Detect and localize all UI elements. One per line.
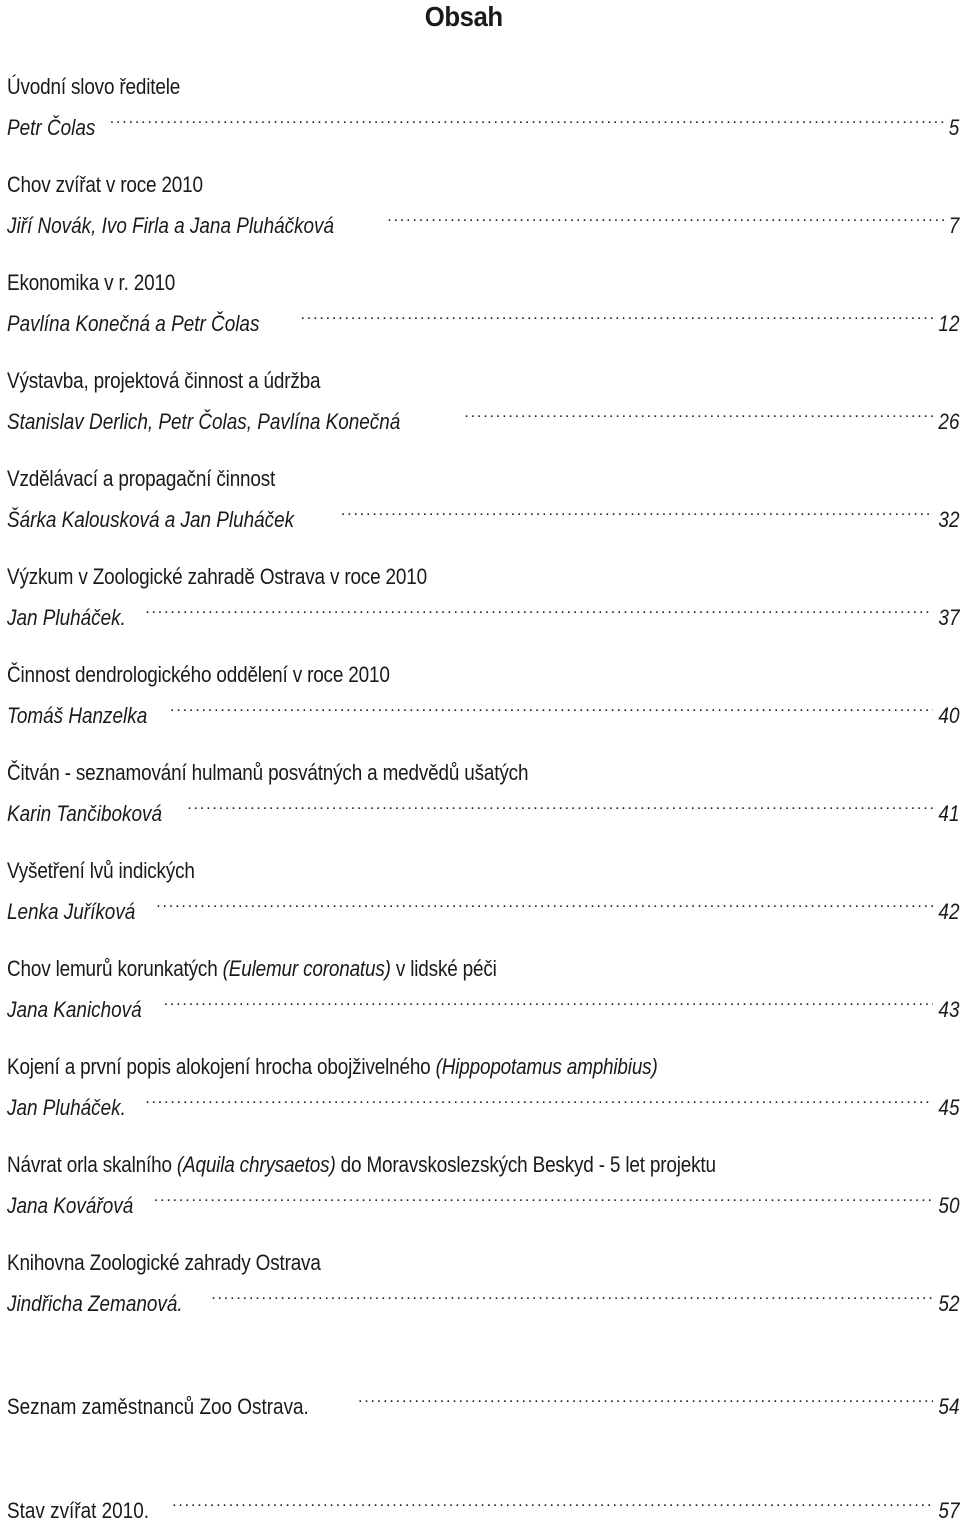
entry-title: Výstavba, projektová činnost a údržba bbox=[7, 368, 321, 393]
entry-title-part: do Moravskoslezských Beskyd - 5 let projektu bbox=[335, 1152, 716, 1177]
page-number: 7 bbox=[948, 213, 959, 238]
page-number: 26 bbox=[937, 409, 959, 434]
dot-leader bbox=[387, 201, 944, 233]
page-number: 45 bbox=[937, 1095, 959, 1120]
toc-entry[interactable] bbox=[7, 463, 959, 532]
page-number: 37 bbox=[937, 605, 959, 630]
entry-title: Činnost dendrologického oddělení v roce 2010 bbox=[7, 662, 390, 687]
toc-entry[interactable] bbox=[7, 267, 959, 336]
dot-leader bbox=[145, 1083, 932, 1115]
dot-leader bbox=[358, 1382, 933, 1414]
entry-title-part: v lidské péči bbox=[390, 956, 497, 981]
entry-author: Jiří Novák, Ivo Firla a Jana Pluháčková bbox=[7, 213, 335, 238]
toc-entry[interactable] bbox=[7, 1486, 959, 1523]
species-latin-name: (Aquila chrysaetos) bbox=[176, 1152, 336, 1177]
entry-author: Jana Kanichová bbox=[7, 997, 142, 1022]
entry-title bbox=[7, 1051, 826, 1083]
entry-author: Lenka Juříková bbox=[7, 899, 136, 924]
entry-title bbox=[7, 1149, 826, 1181]
toc-entry[interactable] bbox=[7, 953, 959, 1022]
dot-leader bbox=[187, 789, 932, 821]
page-number: 5 bbox=[948, 115, 959, 140]
toc-entry[interactable] bbox=[7, 169, 959, 238]
page-number: 52 bbox=[937, 1291, 959, 1316]
dot-leader bbox=[156, 887, 932, 919]
entry-title-part: Kojení a první popis alokojení hrocha obojživelného bbox=[7, 1054, 436, 1079]
page-number: 57 bbox=[937, 1498, 959, 1523]
toc-entry[interactable] bbox=[7, 855, 959, 924]
page-number: 32 bbox=[937, 507, 959, 532]
entry-title: Výzkum v Zoologické zahradě Ostrava v roce 2010 bbox=[7, 564, 427, 589]
dot-leader bbox=[301, 299, 933, 331]
toc-entry[interactable] bbox=[7, 1382, 959, 1419]
entry-title-part: Návrat orla skalního bbox=[7, 1152, 177, 1177]
toc-entry[interactable] bbox=[7, 1247, 959, 1316]
entry-author: Jindřicha Zemanová. bbox=[7, 1291, 183, 1316]
entry-author: Karin Tančiboková bbox=[7, 801, 162, 826]
dot-leader bbox=[341, 495, 933, 527]
page-number: 50 bbox=[937, 1193, 959, 1218]
dot-leader bbox=[145, 593, 932, 625]
dot-leader bbox=[110, 103, 945, 135]
dot-leader bbox=[154, 1181, 933, 1213]
entry-author: Jan Pluháček. bbox=[7, 605, 126, 630]
entry-title: Čitván - seznamování hulmanů posvátných a medvědů ušatých bbox=[7, 760, 529, 785]
entry-title: Úvodní slovo ředitele bbox=[7, 74, 181, 99]
page-number: 43 bbox=[937, 997, 959, 1022]
page-number: 41 bbox=[937, 801, 959, 826]
entry-title: Knihovna Zoologické zahrady Ostrava bbox=[7, 1250, 321, 1275]
entry-title bbox=[7, 953, 826, 985]
entry-title: Ekonomika v r. 2010 bbox=[7, 270, 176, 295]
dot-leader bbox=[464, 397, 932, 429]
page-number: 42 bbox=[937, 899, 959, 924]
entry-title: Vzdělávací a propagační činnost bbox=[7, 466, 276, 491]
entry-author: Pavlína Konečná a Petr Čolas bbox=[7, 311, 260, 336]
species-latin-name: (Hippopotamus amphibius) bbox=[435, 1054, 658, 1079]
toc-entry[interactable] bbox=[7, 659, 959, 728]
toc-entry[interactable] bbox=[7, 365, 959, 434]
entry-author: Jana Kovářová bbox=[7, 1193, 134, 1218]
entry-title: Stav zvířat 2010. bbox=[7, 1498, 149, 1523]
dot-leader bbox=[164, 985, 933, 1017]
toc-entry[interactable] bbox=[7, 1149, 959, 1218]
toc-entry[interactable] bbox=[7, 71, 959, 140]
entry-author: Jan Pluháček. bbox=[7, 1095, 126, 1120]
toc-entry[interactable] bbox=[7, 561, 959, 630]
dot-leader bbox=[172, 1486, 932, 1518]
species-latin-name: (Eulemur coronatus) bbox=[222, 956, 391, 981]
entry-title: Chov zvířat v roce 2010 bbox=[7, 172, 203, 197]
entry-title: Seznam zaměstnanců Zoo Ostrava. bbox=[7, 1394, 309, 1419]
entry-author: Tomáš Hanzelka bbox=[7, 703, 148, 728]
entry-author: Šárka Kalousková a Jan Pluháček bbox=[7, 507, 295, 532]
entry-title-part: Chov lemurů korunkatých bbox=[7, 956, 223, 981]
page-number: 12 bbox=[937, 311, 959, 336]
dot-leader bbox=[211, 1279, 932, 1311]
page-title: Obsah bbox=[424, 1, 503, 32]
entry-author: Stanislav Derlich, Petr Čolas, Pavlína Konečná bbox=[7, 409, 401, 434]
page-number: 54 bbox=[937, 1394, 959, 1419]
entry-author: Petr Čolas bbox=[7, 115, 96, 140]
dot-leader bbox=[170, 691, 932, 723]
page-number: 40 bbox=[937, 703, 959, 728]
entry-title: Vyšetření lvů indických bbox=[7, 858, 195, 883]
toc-entry[interactable] bbox=[7, 757, 959, 826]
toc-entry[interactable] bbox=[7, 1051, 959, 1120]
